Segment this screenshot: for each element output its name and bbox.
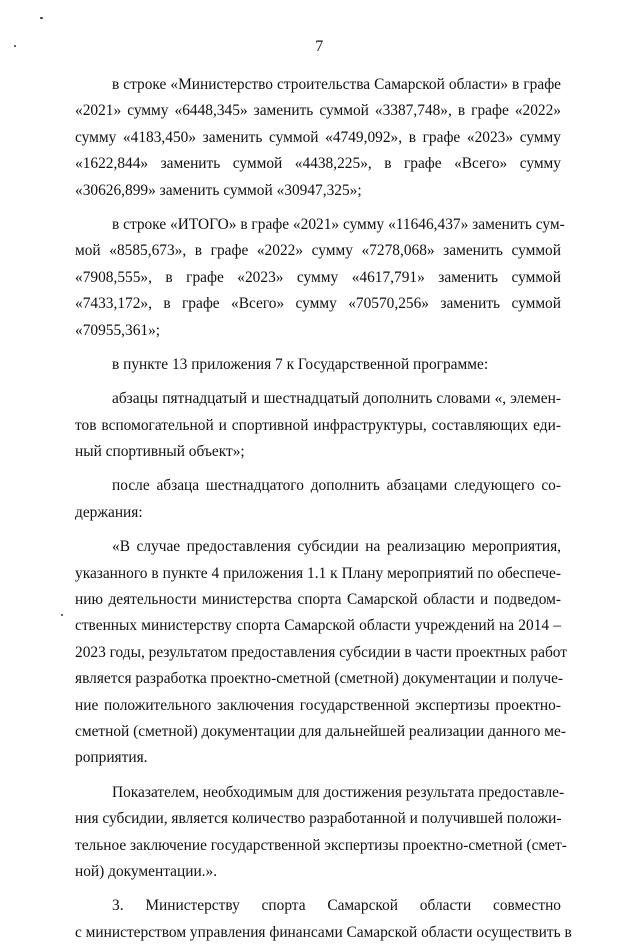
text-line: сумму «4183,450» заменить суммой «4749,092», в графе «2023» сумму: [75, 128, 561, 146]
text-line: ственных министерству спорта Самарской области учреждений на 2014 –: [75, 617, 561, 635]
text-line: ние положительного заключения государственной экспертизы проектно-: [75, 696, 561, 714]
text-line: «7433,172», в графе «Всего» сумму «70570,256» заменить суммой: [75, 295, 561, 313]
paragraph-gap: [75, 885, 561, 893]
text-line: «70955,361»;: [75, 321, 161, 339]
text-line: роприятия.: [75, 749, 148, 767]
text-line: в строке «Министерство строительства Самарской области» в графе: [112, 76, 561, 93]
text-line: тов вспомогательной и спортивной инфраструктуры, составляющих еди-: [75, 416, 561, 434]
paragraph: [75, 534, 567, 772]
text-line: нию деятельности министерства спорта Самарской области и подведом-: [75, 591, 561, 609]
text-line: мой «8585,673», в графе «2022» сумму «7278,068» заменить суммой: [75, 242, 561, 260]
text-line: в пункте 13 приложения 7 к Государственной программе:: [112, 355, 489, 373]
paragraph: [75, 212, 565, 344]
text-line: «7908,555», в графе «2023» сумму «4617,791» заменить суммой: [75, 268, 561, 286]
scan-speck: [40, 17, 43, 19]
text-line: 3. Министерству спорта Самарской области совместно: [112, 897, 561, 915]
text-line: ния субсидии, является количество разработанной и получившей положи-: [75, 810, 562, 828]
text-line: является разработка проектно-сметной (сметной) документации и получе-: [75, 670, 564, 688]
paragraph-gap: [75, 378, 561, 386]
text-line: абзацы пятнадцатый и шестнадцатый дополнить словами «, элемен-: [112, 390, 561, 408]
document-body: [75, 72, 572, 946]
paragraph: [75, 72, 561, 204]
text-line: держания:: [75, 503, 143, 521]
paragraph-gap: [75, 344, 561, 352]
paragraph-gap: [75, 772, 561, 780]
paragraph: [75, 352, 561, 378]
paragraph: [75, 893, 572, 946]
text-line: в строке «ИТОГО» в графе «2021» сумму «11646,437» заменить сум-: [112, 215, 565, 233]
text-line: «1622,844» заменить суммой «4438,225», в графе «Всего» сумму: [75, 155, 561, 173]
scan-speck: [14, 45, 16, 47]
text-line: 2023 годы, результатом предоставления субсидии в части проектных работ: [75, 643, 567, 661]
paragraph: [75, 780, 567, 886]
text-line: указанного в пункте 4 приложения 1.1 к Плану мероприятий по обеспече-: [75, 564, 561, 582]
text-line: «30626,899» заменить суммой «30947,325»;: [75, 181, 362, 199]
text-line: ной) документации.».: [75, 862, 218, 880]
text-line: «2021» сумму «6448,345» заменить суммой «3387,748», в графе «2022»: [75, 102, 561, 120]
text-line: ный спортивный объект»;: [75, 443, 245, 461]
text-line: с министерством управления финансами Самарской области осуществить в: [75, 923, 572, 941]
paragraph-gap: [75, 526, 561, 534]
paragraph: [75, 386, 561, 465]
text-line: после абзаца шестнадцатого дополнить абзацами следующего со-: [112, 477, 561, 495]
paragraph-gap: [75, 204, 561, 212]
text-line: Показателем, необходимым для достижения результата предоставле-: [112, 783, 565, 801]
scan-speck: [61, 614, 63, 616]
paragraph: [75, 473, 561, 526]
page-number: 7: [315, 38, 324, 55]
text-line: тельное заключение государственной экспертизы проектно-сметной (смет-: [75, 836, 567, 854]
paragraph-gap: [75, 465, 561, 473]
text-line: сметной (сметной) документации для дальнейшей реализации данного ме-: [75, 722, 566, 740]
text-line: «В случае предоставления субсидии на реализацию мероприятия,: [112, 538, 561, 556]
